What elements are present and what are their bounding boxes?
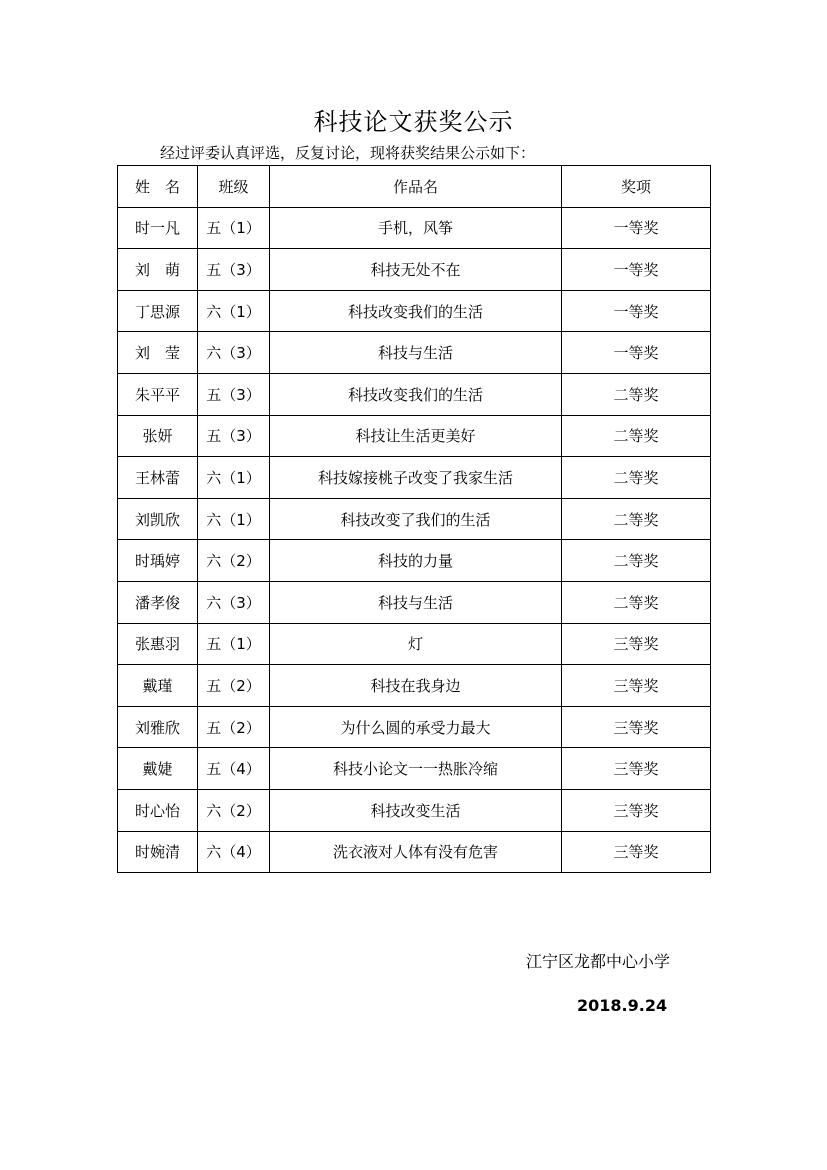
cell-award: 三等奖 [562, 665, 711, 707]
table-row [118, 457, 711, 499]
cell-award: 一等奖 [562, 249, 711, 291]
cell-name: 刘凯欣 [118, 498, 198, 540]
cell-class: 六（1） [198, 498, 270, 540]
table-row [118, 665, 711, 707]
cell-name: 戴瑾 [118, 665, 198, 707]
intro-text: 经过评委认真评选，反复讨论，现将获奖结果公示如下： [160, 144, 536, 162]
cell-class: 六（2） [198, 789, 270, 831]
cell-award: 三等奖 [562, 623, 711, 665]
table-row [118, 249, 711, 291]
table-row [118, 789, 711, 831]
cell-work: 科技的力量 [270, 540, 562, 582]
cell-class: 五（1） [198, 623, 270, 665]
table-row [118, 498, 711, 540]
cell-work: 科技改变了我们的生活 [270, 498, 562, 540]
cell-work: 科技小论文一一热胀冷缩 [270, 748, 562, 790]
cell-work: 灯 [270, 623, 562, 665]
cell-work: 科技与生活 [270, 581, 562, 623]
cell-award: 二等奖 [562, 373, 711, 415]
cell-award: 一等奖 [562, 207, 711, 249]
cell-work: 科技无处不在 [270, 249, 562, 291]
table-row [118, 373, 711, 415]
table-row [118, 623, 711, 665]
table-row [118, 207, 711, 249]
table-row [118, 706, 711, 748]
cell-award: 二等奖 [562, 415, 711, 457]
table-row [118, 540, 711, 582]
cell-award: 三等奖 [562, 748, 711, 790]
cell-award: 三等奖 [562, 789, 711, 831]
cell-name: 戴婕 [118, 748, 198, 790]
cell-name: 时婉清 [118, 831, 198, 873]
cell-class: 六（4） [198, 831, 270, 873]
cell-class: 五（2） [198, 706, 270, 748]
cell-name: 潘孝俊 [118, 581, 198, 623]
cell-class: 六（2） [198, 540, 270, 582]
cell-work: 科技在我身边 [270, 665, 562, 707]
cell-class: 六（3） [198, 581, 270, 623]
cell-award: 二等奖 [562, 457, 711, 499]
cell-work: 科技嫁接桃子改变了我家生活 [270, 457, 562, 499]
cell-work: 手机，风筝 [270, 207, 562, 249]
cell-award: 二等奖 [562, 540, 711, 582]
cell-work: 科技让生活更美好 [270, 415, 562, 457]
cell-class: 五（4） [198, 748, 270, 790]
cell-name: 时瑀婷 [118, 540, 198, 582]
cell-class: 五（3） [198, 415, 270, 457]
cell-class: 五（3） [198, 373, 270, 415]
cell-work: 科技改变生活 [270, 789, 562, 831]
cell-award: 二等奖 [562, 581, 711, 623]
cell-name: 刘雅欣 [118, 706, 198, 748]
cell-name: 刘 萌 [118, 249, 198, 291]
publish-date: 2018.9.24 [577, 996, 668, 1015]
cell-award: 三等奖 [562, 831, 711, 873]
cell-name: 丁思源 [118, 290, 198, 332]
cell-name: 王林蕾 [118, 457, 198, 499]
header-class: 班级 [198, 166, 270, 208]
table-row [118, 831, 711, 873]
cell-class: 五（2） [198, 665, 270, 707]
awards-table [117, 165, 711, 873]
cell-award: 一等奖 [562, 332, 711, 374]
cell-name: 时一凡 [118, 207, 198, 249]
cell-name: 刘 莹 [118, 332, 198, 374]
table-row [118, 748, 711, 790]
cell-award: 二等奖 [562, 498, 711, 540]
cell-class: 六（1） [198, 290, 270, 332]
cell-work: 为什么圆的承受力最大 [270, 706, 562, 748]
cell-name: 时心怡 [118, 789, 198, 831]
table-row [118, 332, 711, 374]
table-row [118, 581, 711, 623]
page-title: 科技论文获奖公示 [313, 108, 514, 136]
cell-award: 三等奖 [562, 706, 711, 748]
cell-award: 一等奖 [562, 290, 711, 332]
cell-name: 张妍 [118, 415, 198, 457]
cell-class: 六（1） [198, 457, 270, 499]
cell-work: 洗衣液对人体有没有危害 [270, 831, 562, 873]
header-work: 作品名 [270, 166, 562, 208]
table-row [118, 290, 711, 332]
header-award: 奖项 [562, 166, 711, 208]
cell-class: 五（3） [198, 249, 270, 291]
table-header-row [118, 166, 711, 208]
header-name: 姓 名 [118, 166, 198, 208]
school-name: 江宁区龙都中心小学 [526, 952, 671, 971]
cell-work: 科技改变我们的生活 [270, 290, 562, 332]
cell-name: 朱平平 [118, 373, 198, 415]
cell-class: 六（3） [198, 332, 270, 374]
cell-work: 科技改变我们的生活 [270, 373, 562, 415]
table-row [118, 415, 711, 457]
cell-class: 五（1） [198, 207, 270, 249]
cell-work: 科技与生活 [270, 332, 562, 374]
cell-name: 张惠羽 [118, 623, 198, 665]
